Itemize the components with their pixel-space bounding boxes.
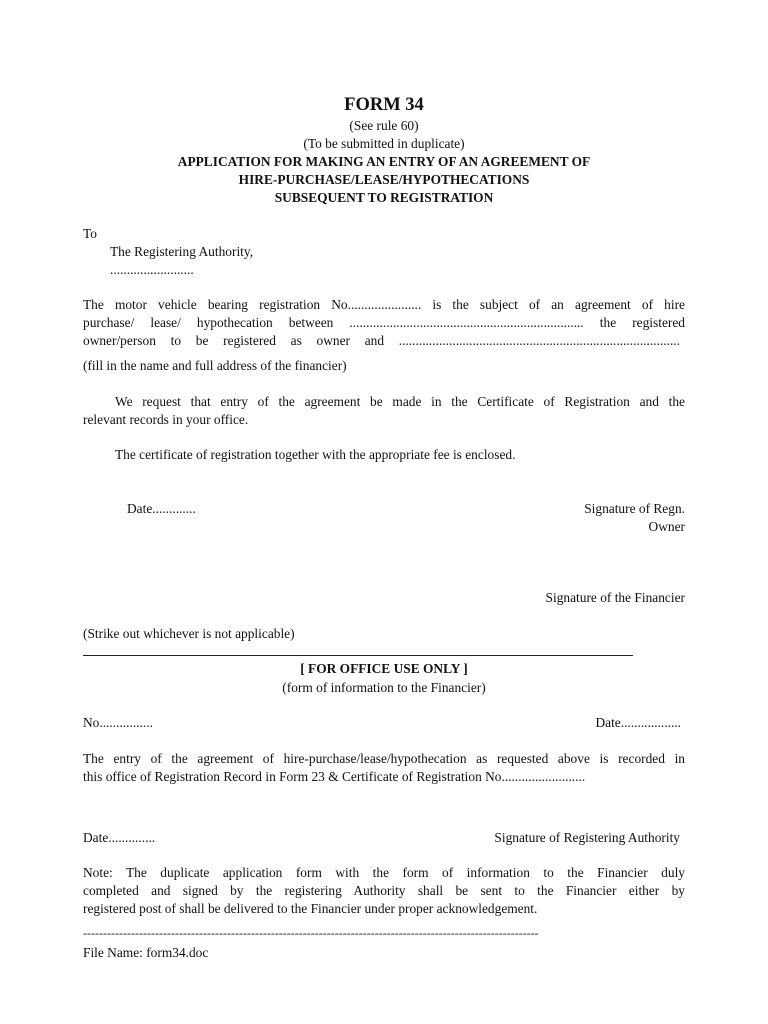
address-to: To [83,226,97,241]
strike-out-note: (Strike out whichever is not applicable) [83,626,295,641]
owner-signature-line1: Signature of Regn. [584,501,685,516]
record-paragraph-line2: this office of Registration Record in Form 23 & Certificate of Registration No......................... [83,769,586,784]
request-paragraph-line2: relevant records in your office. [83,412,249,427]
file-name: File Name: form34.doc [83,945,209,960]
authority-date: Date.............. [83,830,156,845]
registering-authority-signature: Signature of Registering Authority [494,830,680,845]
financier-signature: Signature of the Financier [545,590,685,605]
paragraph-registration-line3: owner/person to be registered as owner and .................................................................................... [83,333,680,348]
submission-note: (To be submitted in duplicate) [303,136,465,151]
certificate-enclosed: The certificate of registration together with the appropriate fee is enclosed. [115,447,516,462]
application-title-line3: SUBSEQUENT TO REGISTRATION [274,190,494,205]
paragraph-registration-line2: purchase/ lease/ hypothecation between ...................................................................... the registered [83,315,685,330]
application-title-line2: HIRE-PURCHASE/LEASE/HYPOTHECATIONS [238,172,530,187]
application-title-line1: APPLICATION FOR MAKING AN ENTRY OF AN AGREEMENT OF [177,154,591,169]
separator-line [83,655,633,656]
request-paragraph-line1: We request that entry of the agreement be made in the Certificate of Registration and the [115,394,685,409]
rule-reference: (See rule 60) [349,118,419,133]
registering-authority: The Registering Authority, [110,244,254,259]
paragraph-registration-line1: The motor vehicle bearing registration No...................... is the subject of an agreement of hire [83,297,685,312]
office-use-heading: [ FOR OFFICE USE ONLY ] [300,661,468,676]
office-date: Date.................. [595,715,681,730]
record-paragraph-line1: The entry of the agreement of hire-purchase/lease/hypothecation as requested above is recorded in [83,751,685,766]
financier-fill-note: (fill in the name and full address of the financier) [83,358,347,373]
application-date: Date............. [127,501,196,516]
office-number: No................ [83,715,153,730]
note-line1: Note: The duplicate application form with the form of information to the Financier duly [83,865,685,880]
note-line2: completed and signed by the registering Authority shall be sent to the Financier either by [83,883,685,898]
authority-address-blank: ......................... [110,262,194,277]
office-use-subheading: (form of information to the Financier) [282,680,486,695]
footer-dash-line: ------------------------------------------------------------------------------------------------------------------ [83,926,539,940]
owner-signature-line2: Owner [648,519,685,534]
note-line3: registered post of shall be delivered to the Financier under proper acknowledgement. [83,901,538,916]
form-title: FORM 34 [344,95,424,115]
